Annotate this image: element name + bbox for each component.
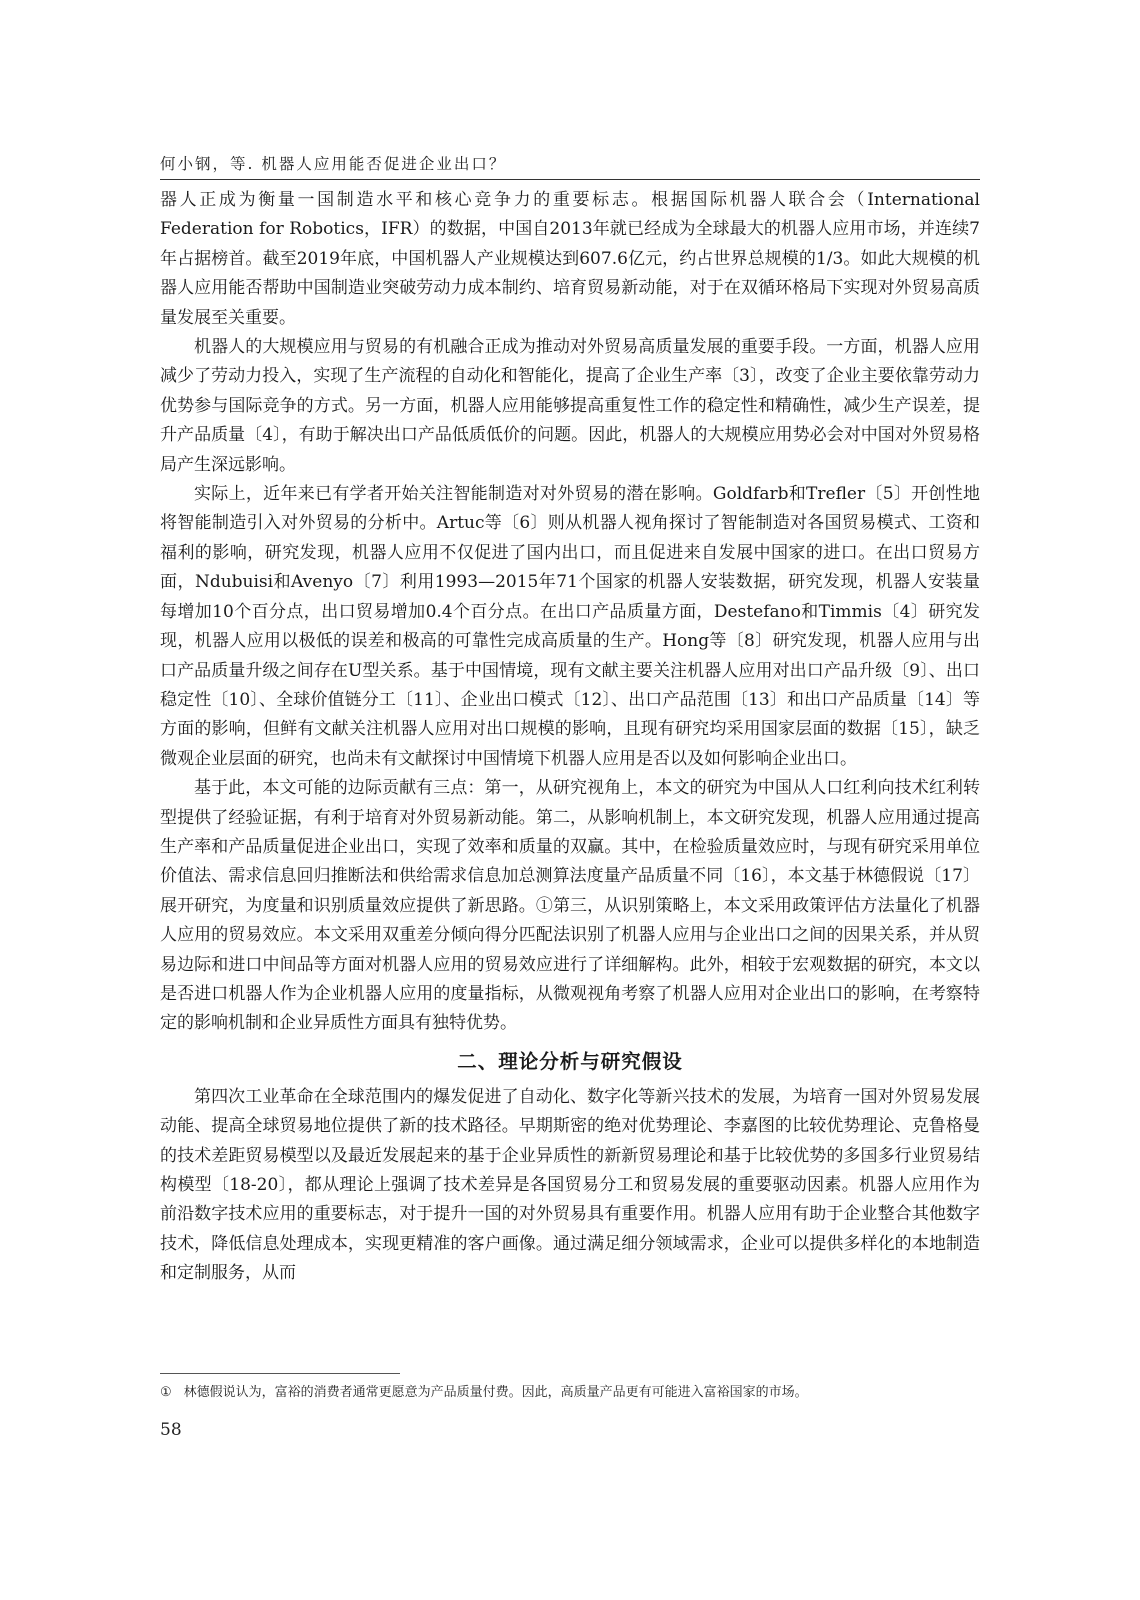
section-heading: 二、理论分析与研究假设 [457,1049,683,1073]
paragraph: 第四次工业革命在全球范围内的爆发促进了自动化、数字化等新兴技术的发展，为培育一国对外贸易发展动能、提高全球贸易地位提供了新的技术路径。早期斯密的绝对优势理论、李嘉图的比较优势理论、克鲁格曼的技术差距贸易模型以及最近发展起来的基于企业异质性的新新贸易理论和基于比较优势的多国多行业贸易结构模型〔18-20〕，都从理论上强调了技术差异是各国贸易分工和贸易发展的重要驱动因素。机器人应用作为前沿数字技术应用的重要标志，对于提升一国的对外贸易具有重要作用。机器人应用有助于企业整合其他数字技术，降低信息处理成本，实现更精准的客户画像。通过满足细分领域需求，企业可以提供多样化的本地制造和定制服务，从而 [160,1086,980,1284]
running-header: 何小钢，等. 机器人应用能否促进企业出口？ [160,155,507,173]
paragraph-continued: 器人正成为衡量一国制造水平和核心竞争力的重要标志。根据国际机器人联合会（International Federation for Robotics，IFR）的数据，中国自2013年就已经成为全球最大的机器人应用市场，并连续7年占据榜首。截至2019年底，中国机器人产业规模达到607.6亿元，约占世界总规模的1/3。如此大规模的机器人应用能否帮助中国制造业突破劳动力成本制约、培育贸易新动能，对于在双循环格局下实现对外贸易高质量发展至关重要。 [160,190,980,328]
paragraph: 基于此，本文可能的边际贡献有三点：第一，从研究视角上，本文的研究为中国从人口红利向技术红利转型提供了经验证据，有利于培育对外贸易新动能。第二，从影响机制上，本文研究发现，机器人应用通过提高生产率和产品质量促进企业出口，实现了效率和质量的双赢。其中，在检验质量效应时，与现有研究采用单位价值法、需求信息回归推断法和供给需求信息加总测算法度量产品质量不同〔16〕，本文基于林德假说〔17〕展开研究，为度量和识别质量效应提供了新思路。①第三，从识别策略上，本文采用政策评估方法量化了机器人应用的贸易效应。本文采用双重差分倾向得分匹配法识别了机器人应用与企业出口之间的因果关系，并从贸易边际和进口中间品等方面对机器人应用的贸易效应进行了详细解构。此外，相较于宏观数据的研究，本文以是否进口机器人作为企业机器人应用的度量指标，从微观视角考察了机器人应用对企业出口的影响，在考察特定的影响机制和企业异质性方面具有独特优势。 [160,778,980,1034]
paragraph: 实际上，近年来已有学者开始关注智能制造对对外贸易的潜在影响。Goldfarb和Trefler〔5〕开创性地将智能制造引入对外贸易的分析中。Artuc等〔6〕则从机器人视角探讨了智能制造对各国贸易模式、工资和福利的影响，研究发现，机器人应用不仅促进了国内出口，而且促进来自发展中国家的进口。在出口贸易方面，Ndubuisi和Avenyo〔7〕利用1993—2015年71个国家的机器人安装数据，研究发现，机器人安装量每增加10个百分点，出口贸易增加0.4个百分点。在出口产品质量方面，Destefano和Timmis〔4〕研究发现，机器人应用以极低的误差和极高的可靠性完成高质量的生产。Hong等〔8〕研究发现，机器人应用与出口产品质量升级之间存在U型关系。基于中国情境，现有文献主要关注机器人应用对出口产品升级〔9〕、出口稳定性〔10〕、全球价值链分工〔11〕、企业出口模式〔12〕、出口产品范围〔13〕和出口产品质量〔14〕等方面的影响，但鲜有文献关注机器人应用对出口规模的影响，且现有研究均采用国家层面的数据〔15〕，缺乏微观企业层面的研究，也尚未有文献探讨中国情境下机器人应用是否以及如何影响企业出口。 [160,484,980,769]
footnote-text: 林德假说认为，富裕的消费者通常更愿意为产品质量付费。因此，高质量产品更有可能进入富裕国家的市场。 [183,1385,808,1400]
paragraph: 机器人的大规模应用与贸易的有机融合正成为推动对外贸易高质量发展的重要手段。一方面，机器人应用减少了劳动力投入，实现了生产流程的自动化和智能化，提高了企业生产率〔3〕，改变了企业主要依靠劳动力优势参与国际竞争的方式。另一方面，机器人应用能够提高重复性工作的稳定性和精确性，减少生产误差，提升产品质量〔4〕，有助于解决出口产品低质低价的问题。因此，机器人的大规模应用势必会对中国对外贸易格局产生深远影响。 [160,337,980,475]
page-number: 58 [160,1420,182,1440]
header-rule [160,179,980,180]
footnote-mark: ① [160,1385,172,1400]
body-text [160,186,980,1289]
footnote-rule [160,1373,400,1374]
footnote [160,1383,980,1403]
paper-page [160,0,980,1600]
